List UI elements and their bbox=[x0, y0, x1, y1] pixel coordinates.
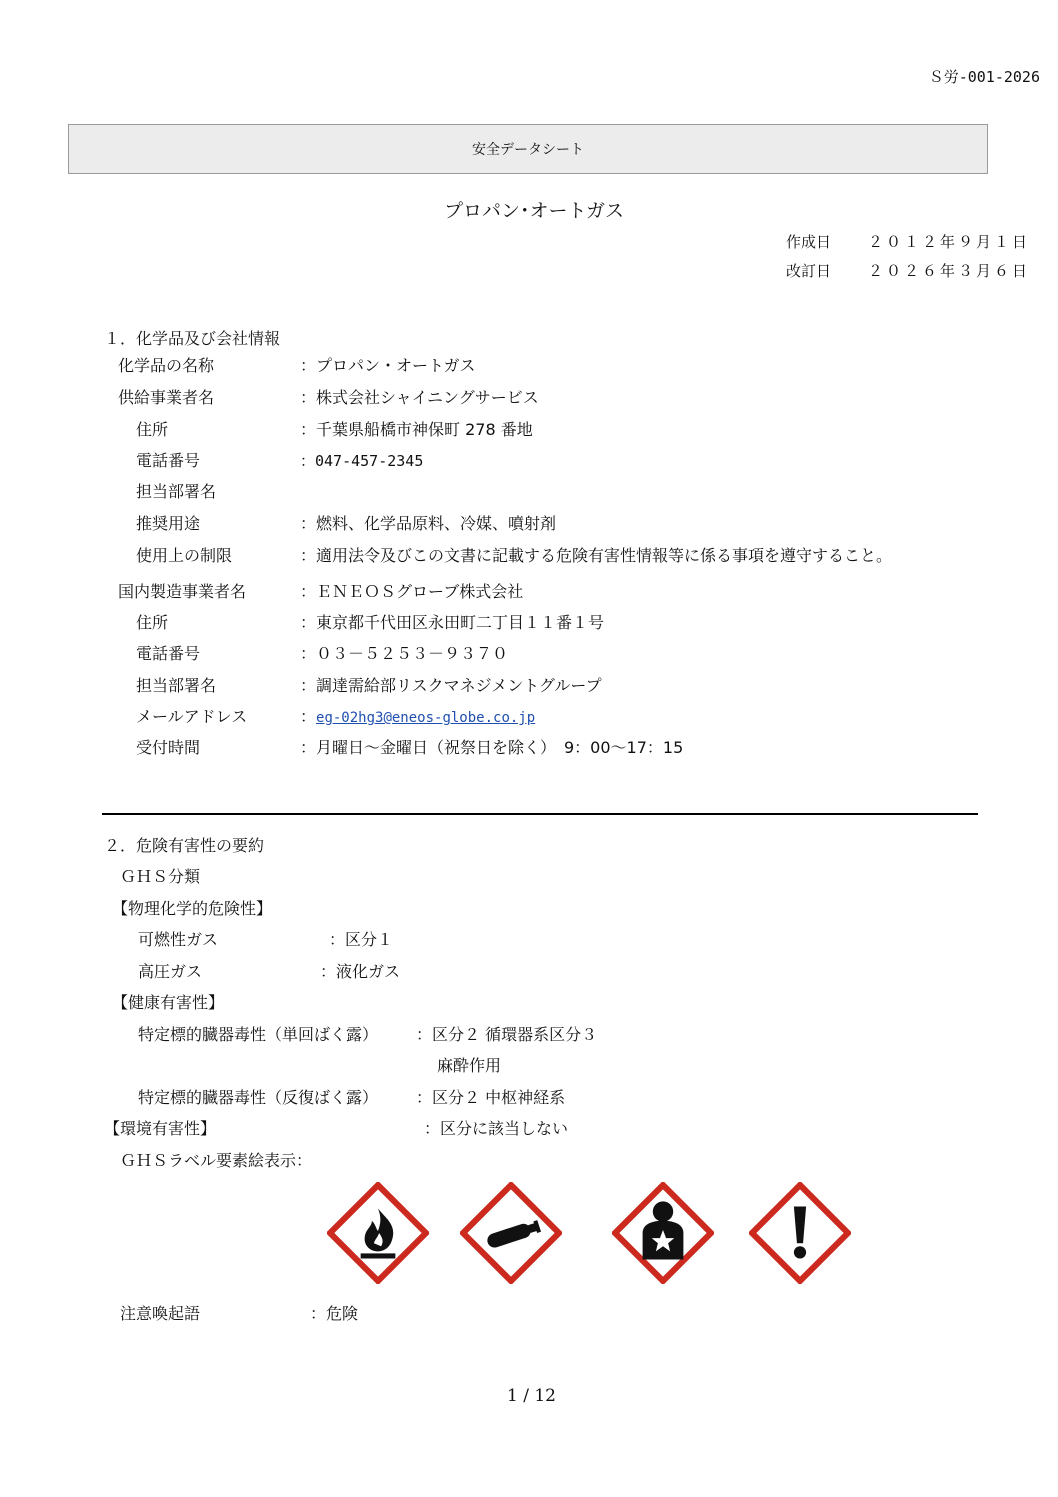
health-hazard-icon bbox=[612, 1182, 714, 1284]
created-label: 作成日 bbox=[786, 233, 832, 251]
info-label: 住所 bbox=[136, 420, 169, 439]
info-label: メールアドレス bbox=[136, 707, 248, 726]
pressure-gas-value: ：液化ガス bbox=[320, 962, 401, 981]
info-label: 担当部署名 bbox=[136, 676, 217, 695]
info-value: ：株式会社シャイニングサービス bbox=[300, 388, 539, 407]
info-value: ：月曜日～金曜日（祝祭日を除く） 9：00～17：15 bbox=[300, 738, 684, 757]
page-number: 1 / 12 bbox=[507, 1386, 556, 1406]
info-label: 供給事業者名 bbox=[118, 388, 215, 407]
info-label: 受付時間 bbox=[136, 738, 201, 757]
gas-cylinder-icon bbox=[460, 1182, 562, 1284]
info-label: 電話番号 bbox=[136, 451, 201, 470]
email-prefix: ： bbox=[300, 707, 317, 726]
signal-word-value: ：危険 bbox=[310, 1304, 359, 1323]
section2-heading: ２．危険有害性の要約 bbox=[104, 836, 265, 855]
signal-word-label: 注意喚起語 bbox=[120, 1304, 201, 1323]
section1-heading: １．化学品及び会社情報 bbox=[104, 329, 281, 348]
info-value bbox=[300, 705, 535, 730]
document-banner bbox=[68, 124, 988, 174]
info-value: ：調達需給部リスクマネジメントグループ bbox=[300, 676, 602, 695]
info-label: 国内製造事業者名 bbox=[118, 582, 247, 601]
stot-single-value-2: 麻酔作用 bbox=[437, 1056, 502, 1075]
info-value: ：ＥＮＥＯＳグローブ株式会社 bbox=[300, 582, 524, 601]
exclamation-mark-icon bbox=[749, 1182, 851, 1284]
info-label: 住所 bbox=[136, 613, 169, 632]
ghs-classification-label: ＧＨＳ分類 bbox=[120, 867, 201, 886]
document-id: Ｓ労-001-2026 bbox=[928, 68, 1040, 86]
email-link[interactable]: eg-02hg3@eneos-globe.co.jp bbox=[316, 710, 536, 726]
info-value: ：プロパン・オートガス bbox=[300, 356, 476, 375]
info-value: ：０３－５２５３－９３７０ bbox=[300, 644, 509, 663]
pressure-gas-label: 高圧ガス bbox=[138, 962, 203, 981]
stot-single-label: 特定標的臓器毒性（単回ばく露） bbox=[138, 1025, 379, 1044]
flame-icon bbox=[327, 1182, 429, 1284]
info-label: 推奨用途 bbox=[136, 514, 201, 533]
info-value: ：燃料、化学品原料、冷媒、噴射剤 bbox=[300, 514, 557, 533]
env-value: ：区分に該当しない bbox=[424, 1119, 569, 1138]
info-value: ：047-457-2345 bbox=[300, 452, 424, 470]
info-value: ：適用法令及びこの文書に記載する危険有害性情報等に係る事項を遵守すること。 bbox=[300, 546, 893, 565]
created-date: ２０１２年９月１日 bbox=[868, 233, 1031, 251]
info-value: ：千葉県船橋市神保町 278 番地 bbox=[300, 420, 533, 439]
revised-date: ２０２６年３月６日 bbox=[868, 262, 1031, 280]
stot-repeat-label: 特定標的臓器毒性（反復ばく露） bbox=[138, 1088, 379, 1107]
stot-single-value: ：区分２ 循環器系区分３ bbox=[416, 1025, 598, 1044]
product-title: プロパン･オートガス bbox=[444, 200, 624, 222]
health-heading: 【健康有害性】 bbox=[112, 993, 225, 1012]
info-label: 電話番号 bbox=[136, 644, 201, 663]
info-label: 担当部署名 bbox=[136, 482, 217, 501]
stot-repeat-value: ：区分２ 中枢神経系 bbox=[416, 1088, 566, 1107]
banner-title: 安全データシート bbox=[472, 142, 584, 158]
label-elements-label: ＧＨＳラベル要素絵表示： bbox=[120, 1151, 313, 1170]
flammable-gas-label: 可燃性ガス bbox=[138, 930, 219, 949]
info-label: 使用上の制限 bbox=[136, 546, 233, 565]
info-value: ：東京都千代田区永田町二丁目１１番１号 bbox=[300, 613, 605, 632]
info-label: 化学品の名称 bbox=[118, 356, 215, 375]
env-heading: 【環境有害性】 bbox=[104, 1119, 217, 1138]
physchem-heading: 【物理化学的危険性】 bbox=[112, 899, 273, 918]
flammable-gas-value: ：区分１ bbox=[329, 930, 394, 949]
revised-label: 改訂日 bbox=[786, 262, 832, 280]
section-divider bbox=[102, 813, 978, 815]
